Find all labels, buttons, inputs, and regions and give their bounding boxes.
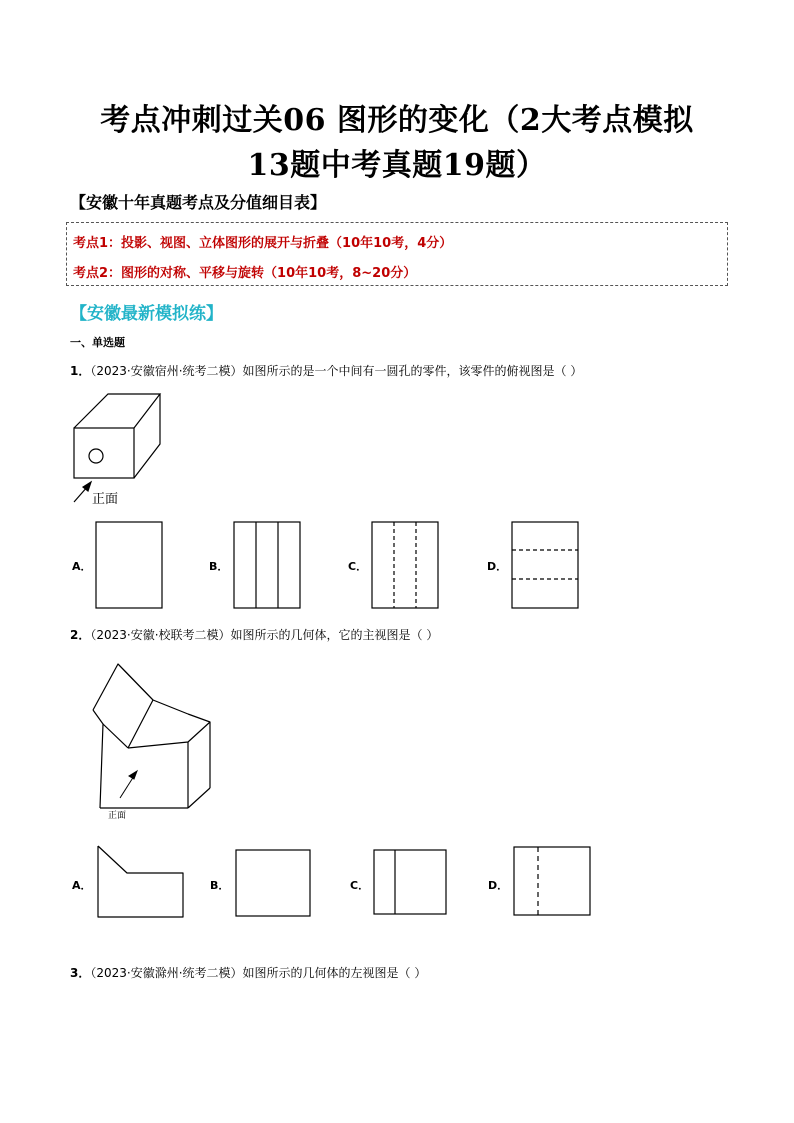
question-3-source: （2023·安徽滁州·统考二模） bbox=[90, 966, 243, 980]
question-3-text: 如图所示的几何体的左视图是（ ） bbox=[242, 966, 427, 980]
q2-figure-label: 正面 bbox=[108, 811, 127, 821]
q2-option-b-label: B． bbox=[210, 879, 230, 892]
question-1-text: 如图所示的是一个中间有一圆孔的零件，该零件的俯视图是（ ） bbox=[242, 364, 583, 378]
question-2-number: 2． bbox=[70, 628, 91, 642]
q1-option-d-figure bbox=[511, 521, 579, 609]
question-3 bbox=[70, 964, 426, 981]
question-1 bbox=[70, 362, 582, 379]
question-2 bbox=[70, 626, 438, 643]
q2-option-b-figure bbox=[235, 849, 311, 917]
question-1-source: （2023·安徽宿州·统考二模） bbox=[90, 364, 243, 378]
q2-option-c-label: C． bbox=[350, 879, 370, 892]
key-points-box bbox=[66, 222, 728, 286]
q2-option-a-figure bbox=[97, 845, 185, 919]
page-title-line-2: 13题中考真题19题） bbox=[247, 148, 547, 183]
question-2-source: （2023·安徽·校联考二模） bbox=[90, 628, 231, 642]
key-point-1: 考点1：投影、视图、立体图形的展开与折叠（10年10考，4分） bbox=[73, 236, 453, 251]
q1-solid-figure bbox=[70, 390, 170, 510]
q2-option-c-figure bbox=[373, 849, 447, 915]
q1-option-c-figure bbox=[371, 521, 439, 609]
key-point-2: 考点2：图形的对称、平移与旋转（10年10考，8~20分） bbox=[73, 266, 417, 281]
q2-option-d-label: D． bbox=[488, 879, 509, 892]
q1-option-b-figure bbox=[233, 521, 301, 609]
q1-figure-label: 正面 bbox=[92, 492, 119, 507]
q1-option-b-label: B． bbox=[209, 560, 229, 573]
question-1-number: 1． bbox=[70, 364, 91, 378]
q1-option-a-label: A． bbox=[72, 560, 92, 573]
q2-solid-figure bbox=[88, 660, 218, 810]
q1-option-c-label: C． bbox=[348, 560, 368, 573]
score-table-heading: 【安徽十年真题考点及分值细目表】 bbox=[70, 193, 327, 212]
question-2-text: 如图所示的几何体，它的主视图是（ ） bbox=[230, 628, 439, 642]
section-title: 【安徽最新模拟练】 bbox=[70, 304, 223, 324]
q2-option-a-label: A． bbox=[72, 879, 92, 892]
page-title-line-1: 考点冲刺过关06 图形的变化（2大考点模拟 bbox=[100, 103, 694, 138]
q1-option-d-label: D． bbox=[487, 560, 508, 573]
q2-option-d-figure bbox=[513, 846, 593, 918]
question-3-number: 3． bbox=[70, 966, 91, 980]
q1-option-a-figure bbox=[95, 521, 163, 609]
question-category: 一、单选题 bbox=[70, 336, 125, 349]
